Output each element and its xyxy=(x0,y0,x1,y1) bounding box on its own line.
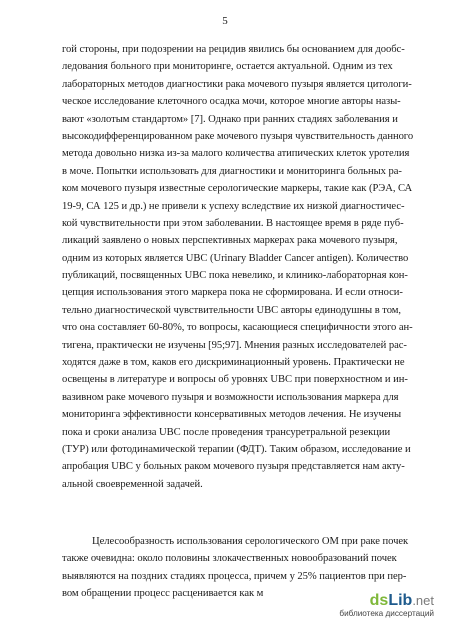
text-line: выявляются на поздних стадиях процесса, причем у 25% пациентов при пер- xyxy=(62,570,407,582)
text-line: ческое исследование клеточного осадка мочи, которое многие авторы назы- xyxy=(62,96,401,108)
text-line: тигена, практически не изучены [95;97]. Мнения разных исследователей рас- xyxy=(62,339,407,351)
text-line: апробация UBC у больных раком мочевого пузыря представляется нам акту- xyxy=(62,461,405,473)
text-line: метода довольно низка из-за малого количества атипических клеток уротелия xyxy=(62,148,410,160)
text-line: тельно диагностической чувствительности UBC авторы единодушны в том, xyxy=(62,304,401,316)
dslib-watermark[interactable] xyxy=(305,592,440,622)
text-line: лабораторных методов диагностики рака мочевого пузыря является цитологи- xyxy=(62,78,412,90)
text-line: пока и сроки анализа UBC после проведения трансуретральной резекции xyxy=(62,426,391,438)
paragraph-1 xyxy=(62,41,412,493)
text-line: вом обращении процесс расценивается как м xyxy=(62,588,264,600)
dslib-logo xyxy=(370,592,434,609)
text-line: публикаций, посвященных UBC пока невелико, и клинико-лабораторная кон- xyxy=(62,270,408,282)
text-line: цепция использования этого маркера пока не сформирована. И если относи- xyxy=(62,287,403,299)
text-line: ком мочевого пузыря известные серологические маркеры, такие как (РЭА, СА xyxy=(62,183,413,195)
text-line: также очевидна: около половины злокачественных новообразований почек xyxy=(62,553,397,565)
text-line: вают «золотым стандартом» [7]. Однако при ранних стадиях заболевания и xyxy=(62,113,398,125)
logo-net: .net xyxy=(412,593,434,608)
text-line: альной своевременной задачей. xyxy=(62,478,203,490)
text-line: ликаций заявлено о новых перспективных маркерах рака мочевого пузыря, xyxy=(62,235,398,247)
text-line: вазивном раке мочевого пузыря и возможности использования маркера для xyxy=(62,391,399,403)
text-line: кой чувствительности при этом заболевании. В настоящее время в ряде пуб- xyxy=(62,217,404,229)
text-line: (ТУР) или фотодинамической терапии (ФДТ). Таким образом, исследование и xyxy=(62,443,411,455)
text-line: ходятся даже в том, каков его дискриминационный уровень. Практически не xyxy=(62,357,405,369)
text-line: Целесообразность использования серологического ОМ при раке почек xyxy=(92,536,409,547)
watermark-caption: библиотека диссертаций xyxy=(339,609,434,618)
text-line: что она составляет 60-80%, то вопросы, касающиеся специфичности этого ан- xyxy=(62,322,413,334)
text-line: высокодифференцированном раке мочевого пузыря чувствительность данного xyxy=(62,130,414,142)
text-line: гой стороны, при подозрении на рецидив явились бы основанием для дообс- xyxy=(62,44,405,55)
text-line: ледования больного при мониторинге, остается актуальной. Одним из тех xyxy=(62,61,393,73)
text-line: мониторинга эффективности консервативных методов лечения. Не изучены xyxy=(62,409,402,421)
text-line: одним из которых является UBC (Urinary Bladder Cancer antigen). Количество xyxy=(62,252,409,264)
page-number: 5 xyxy=(222,15,228,27)
text-line: в моче. Попытки использовать для диагностики и мониторинга больных ра- xyxy=(62,165,402,177)
text-line: 19-9, СА 125 и др.) не привели к успеху вследствие их низкой диагностичес- xyxy=(62,200,405,212)
logo-ds: ds xyxy=(369,592,389,609)
text-line: освещены в литературе и вопросы об уровнях UBC при поверхностном и ин- xyxy=(62,374,408,386)
logo-lib: Lib xyxy=(388,592,413,609)
